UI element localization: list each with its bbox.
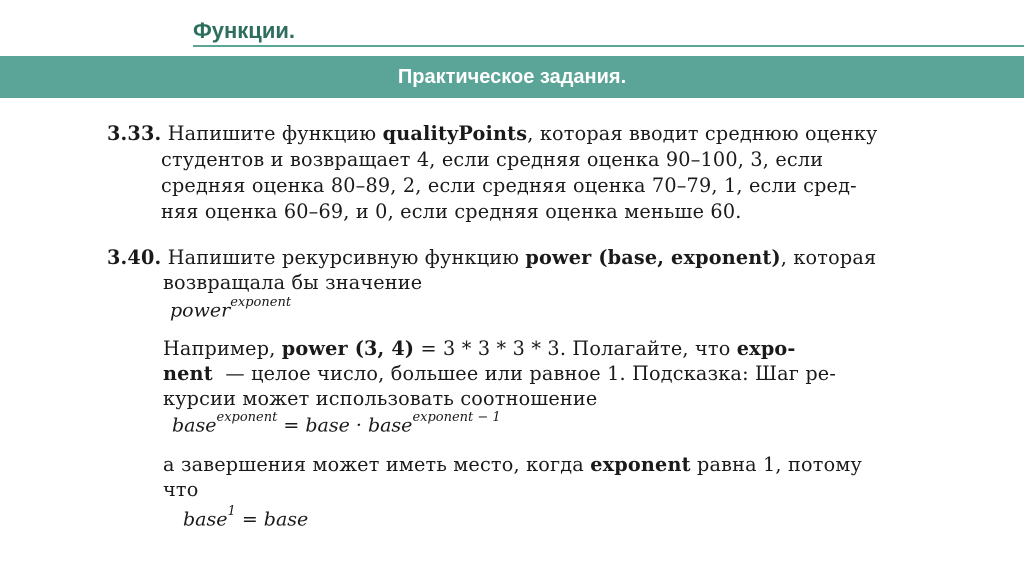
task-340-code: power (3, 4) <box>281 337 415 360</box>
slide-title: Функции. <box>193 18 295 43</box>
section-banner: Практическое задания. <box>0 56 1024 98</box>
task-333-line-2: студентов и возвращает 4, если средняя оценка 90–100, 3, если <box>161 148 824 171</box>
formula-power-exponent <box>170 295 292 322</box>
task-340-number: 3.40. <box>107 246 162 269</box>
task-340-line-3 <box>163 336 796 362</box>
task-333-line-1 <box>107 121 878 147</box>
task-333-text: Напишите функцию <box>167 122 383 145</box>
task-340-line-2: возвращала бы значение <box>163 271 423 294</box>
task-340-line-6 <box>163 452 862 478</box>
task-340-text: — целое число, большее или равное 1. Подсказка: Шаг ре- <box>212 362 837 385</box>
task-333-line-4: няя оценка 60–69, и 0, если средняя оценка меньше 60. <box>161 200 742 223</box>
task-340-text: равна 1, потому <box>690 453 862 476</box>
task-340-code: exponent <box>590 453 691 476</box>
task-340-line-1 <box>107 245 876 271</box>
task-333-number: 3.33. <box>107 122 162 145</box>
task-340-code: expo- <box>736 337 796 360</box>
formula-base-case <box>183 504 309 531</box>
task-333-function-name: qualityPoints <box>382 122 528 145</box>
task-340-text: , которая <box>780 246 877 269</box>
task-340-line-7: что <box>163 478 199 501</box>
task-340-code: nent <box>163 362 213 385</box>
task-340-line-4 <box>163 361 836 387</box>
task-340-text: а завершения может иметь место, когда <box>163 453 591 476</box>
formula-superscript: exponent <box>230 295 292 310</box>
formula-base: base <box>172 414 217 437</box>
task-340-text: Например, <box>163 337 282 360</box>
formula-superscript: exponent <box>216 410 278 425</box>
formula-base: power <box>170 299 231 322</box>
title-divider <box>193 45 1024 47</box>
formula-recursion <box>172 410 501 437</box>
formula-rest: = base <box>235 508 309 531</box>
task-340-text: = 3 * 3 * 3 * 3. Полагайте, что <box>414 337 737 360</box>
formula-superscript: exponent − 1 <box>412 410 501 425</box>
task-340-text: Напишите рекурсивную функцию <box>167 246 526 269</box>
task-340-function-signature: power (base, exponent) <box>525 246 781 269</box>
formula-base: base <box>183 508 228 531</box>
formula-middle: = base · base <box>277 414 413 437</box>
task-333-text: , которая вводит среднюю оценку <box>527 122 878 145</box>
task-340-line-5: курсии может использовать соотношение <box>163 387 598 410</box>
task-333-line-3: средняя оценка 80–89, 2, если средняя оценка 70–79, 1, если сред- <box>161 174 857 197</box>
formula-superscript: 1 <box>227 504 236 519</box>
